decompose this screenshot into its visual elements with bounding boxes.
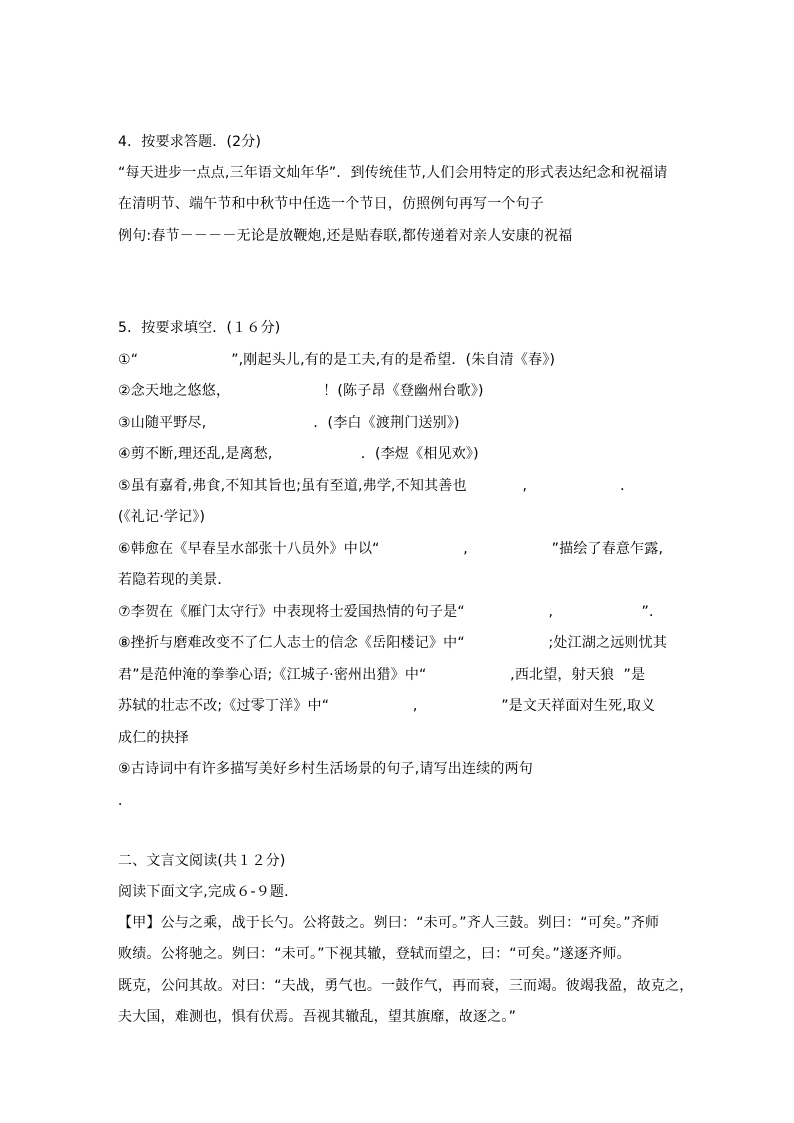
q5-item: 苏轼的壮志不改;《过零丁洋》中“ , ”是文天祥面对生死,取义 (118, 698, 656, 714)
q5-item: 君”是范仲淹的拳拳心语;《江城子·密州出猎》中“ ,西北望，射天狼 ”是 (118, 667, 646, 683)
q5-item: ③山随平野尽, ．(李白《渡荆门送别》) (118, 415, 460, 431)
passage-line: 【甲】公与之乘，战于长勺。公将鼓之。刿曰：“未可。”齐人三鼓。刿曰：“可矣。”齐师 (118, 915, 660, 931)
q4-line-1: “每天进步一点点,三年语文灿年华”．到传统佳节,人们会用特定的形式表达纪念和祝福请 (118, 165, 668, 181)
q5-title: 5．按要求填空．(１６分) (118, 320, 281, 336)
q5-item: ④剪不断,理还乱,是离愁, ．(李煜《相见欢》) (118, 446, 479, 462)
q5-item: 若隐若现的美景． (118, 572, 232, 588)
passage-line: 既克，公问其故。对曰：“夫战，勇气也。一鼓作气，再而衰，三而竭。彼竭我盈，故克之， (118, 978, 694, 994)
q5-item: ⑤虽有嘉肴,弗食,不知其旨也;虽有至道,弗学,不知其善也 , ． (118, 478, 635, 494)
q5-item: ⑥韩愈在《早春呈水部张十八员外》中以“ , ”描绘了春意乍露, (118, 541, 664, 557)
q5-item: ⑨古诗词中有许多描写美好乡村生活场景的句子,请写出连续的两句 (118, 761, 533, 777)
q4-example: 例句:春节－－－－无论是放鞭炮,还是贴春联,都传递着对亲人安康的祝福 (118, 228, 573, 244)
q5-item: ⑦李贺在《雁门太守行》中表现将士爱国热情的句子是“ , ”． (118, 604, 664, 620)
q5-item: ②念天地之悠悠， ！(陈子昂《登幽州台歌》) (118, 383, 484, 399)
q5-item: ． (118, 793, 133, 809)
q5-item: ⑧挫折与磨难改变不了仁人志士的信念《岳阳楼记》中“ ;处江湖之远则忧其 (118, 635, 668, 651)
q5-item: ①“ ”,刚起头儿,有的是工夫,有的是希望．(朱自清《春》) (118, 352, 556, 368)
q4-line-2: 在清明节、端午节和中秋节中任选一个节日，仿照例句再写一个句子 (118, 196, 544, 212)
passage-line: 败绩。公将驰之。刿曰：“未可。”下视其辙，登轼而望之，曰：“可矣。”遂逐齐师。 (118, 946, 631, 962)
section2-title: 二、文言文阅读(共１２分) (118, 853, 286, 869)
section2-instruction: 阅读下面文字,完成６-９题． (118, 884, 299, 900)
q4-title: 4．按要求答题．(2分) (118, 134, 262, 150)
q5-item: (《礼记·学记》) (118, 509, 206, 525)
passage-line: 夫大国，难测也，惧有伏焉。吾视其辙乱，望其旗靡，故逐之。” (118, 1009, 517, 1025)
q5-item: 成仁的抉择 (118, 730, 189, 746)
